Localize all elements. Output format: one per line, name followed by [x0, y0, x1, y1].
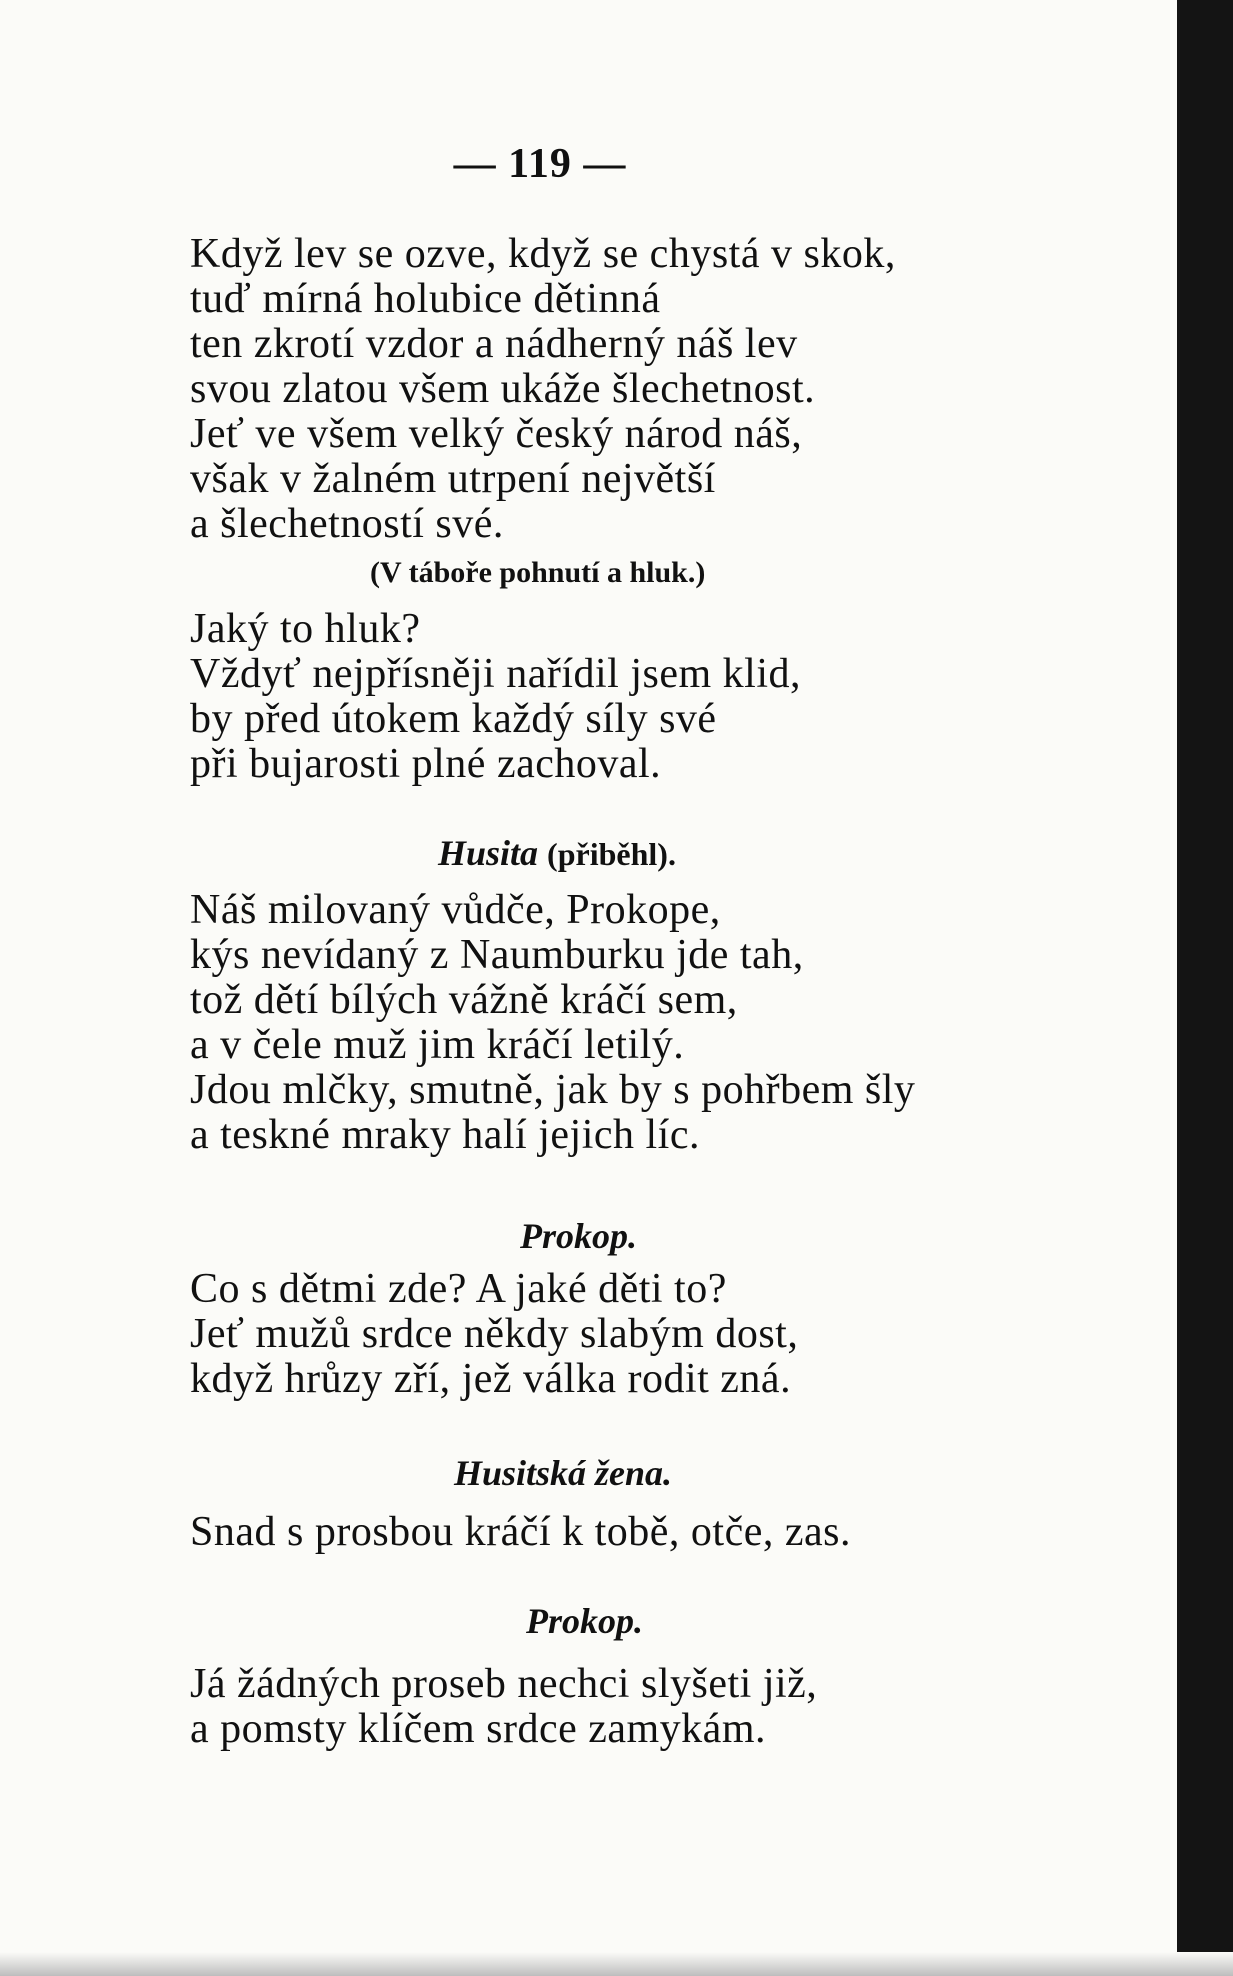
- verse-line: a šlechetností své.: [190, 501, 504, 547]
- verse-line: Já žádných proseb nechci slyšeti již,: [190, 1661, 818, 1707]
- verse-line: tož dětí bílých vážně kráčí sem,: [190, 977, 738, 1023]
- speaker-heading: [526, 1600, 643, 1642]
- speaker-note: (přiběhl).: [547, 836, 676, 872]
- verse-block-1: [190, 232, 1090, 547]
- scan-edge-shadow: [1177, 0, 1233, 1976]
- verse-line: Vždyť nejpřísněji nařídil jsem klid,: [190, 651, 802, 697]
- verse-line: Náš milovaný vůdče, Prokope,: [190, 887, 721, 933]
- verse-block-3: [190, 888, 1090, 1158]
- verse-block-5: [190, 1510, 1090, 1555]
- speaker-heading: [438, 832, 676, 874]
- stage-direction: (V táboře pohnutí a hluk.): [370, 556, 706, 589]
- speaker-name: Prokop.: [520, 1216, 637, 1256]
- verse-line: a teskné mraky halí jejich líc.: [190, 1112, 700, 1158]
- scan-bottom-edge: [0, 1952, 1233, 1976]
- verse-line: však v žalném utrpení největší: [190, 456, 716, 502]
- verse-line: když hrůzy zří, jež válka rodit zná.: [190, 1356, 792, 1402]
- verse-line: Jdou mlčky, smutně, jak by s pohřbem šly: [190, 1067, 916, 1113]
- speaker-name: Prokop.: [526, 1601, 643, 1641]
- speaker-heading: [454, 1452, 672, 1494]
- page-number: — 119 —: [453, 141, 627, 187]
- verse-block-2: [190, 607, 1090, 787]
- verse-line: Snad s prosbou kráčí k tobě, otče, zas.: [190, 1509, 852, 1555]
- verse-block-4: [190, 1267, 1090, 1402]
- verse-line: by před útokem každý síly své: [190, 696, 717, 742]
- verse-line: při bujarosti plné zachoval.: [190, 741, 662, 787]
- verse-line: Co s dětmi zde? A jaké děti to?: [190, 1266, 727, 1312]
- verse-line: Jeť ve všem velký český národ náš,: [190, 411, 803, 457]
- verse-block-6: [190, 1662, 1090, 1752]
- verse-line: Jeť mužů srdce někdy slabým dost,: [190, 1311, 799, 1357]
- speaker-name: Husitská žena.: [454, 1453, 673, 1493]
- verse-line: Jaký to hluk?: [190, 606, 421, 652]
- verse-line: svou zlatou všem ukáže šlechetnost.: [190, 366, 816, 412]
- verse-line: Když lev se ozve, když se chystá v skok,: [190, 231, 896, 277]
- verse-line: tuď mírná holubice dětinná: [190, 276, 661, 322]
- speaker-heading: [520, 1215, 637, 1257]
- speaker-name: Husita: [438, 833, 539, 873]
- verse-line: a pomsty klíčem srdce zamykám.: [190, 1706, 766, 1752]
- verse-line: ten zkrotí vzdor a nádherný náš lev: [190, 321, 798, 367]
- verse-line: a v čele muž jim kráčí letilý.: [190, 1022, 685, 1068]
- verse-line: kýs nevídaný z Naumburku jde tah,: [190, 932, 804, 978]
